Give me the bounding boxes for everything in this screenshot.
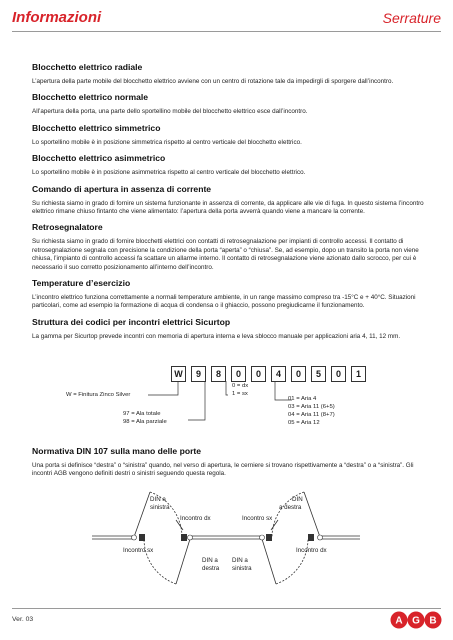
label-incontro-dx-top: Incontro dx <box>180 515 211 522</box>
section-text: Su richiesta siamo in grado di fornire blocchetti elettrici con contatti di retrosegnalazione per impianti di controllo accessi. Il contatto di retrosegnalazione segnala con precisione la condizione della porta “aperta” o “chiusa”. Se, ad esempio, dopo un transito la porta non viene chiusa, l’impianto di controllo accessi fa scattare un allarme interno. Il contatto di retrosegnalazione viene azionato dallo scrocco, per cui è necessario il suo corretto posizionamento all’interno dell’incontro. <box>32 238 419 271</box>
section-heading: Temperature d’esercizio <box>32 278 131 289</box>
code-legend-sx: 1 = sx <box>232 391 248 397</box>
code-legend-aria-4: 01 = Aria 4 <box>288 396 317 402</box>
section-heading: Struttura dei codici per incontri elettrici Sicurtop <box>32 316 231 327</box>
section-heading: Blocchetto elettrico asimmetrico <box>32 153 166 164</box>
label-din-destra-b-1: DIN a <box>202 557 218 564</box>
header-title: Informazioni <box>12 9 102 26</box>
label-din-sinistra-2: sinistra <box>150 504 170 511</box>
label-incontro-sx-top: Incontro sx <box>242 515 273 522</box>
section-text: L’apertura della parte mobile del blocchetto elettrico avviene con un centro di rotazione tale da impedirgli di sporgere dall’incontro. <box>32 78 394 85</box>
section-heading: Comando di apertura in assenza di corrente <box>32 183 212 194</box>
section-heading: Blocchetto elettrico radiale <box>32 62 143 72</box>
section-text: Lo sportellino mobile è in posizione simmetrica rispetto al centro verticale del blocchetto elettrico. <box>32 138 302 146</box>
code-char: 0 <box>291 366 306 382</box>
code-char: 0 <box>231 366 246 382</box>
label-din-sinistra-b-2: sinistra <box>232 565 252 572</box>
label-din-destra-1: DIN <box>292 496 303 503</box>
code-char: 0 <box>331 366 346 382</box>
code-char: 9 <box>191 366 206 382</box>
section-text: Lo sportellino mobile è in posizione asimmetrica rispetto al centro verticale del blocchetto elettrico. <box>32 169 306 177</box>
label-din-sinistra-1: DIN a <box>150 496 166 503</box>
code-char: W <box>171 366 186 382</box>
label-din-destra-2: a destra <box>279 504 302 511</box>
code-legend-aria-12: 05 = Aria 12 <box>288 420 320 426</box>
section-text: L’incontro elettrico funziona correttamente a normali temperature ambiente, in un range massimo compreso tra -15°C e + 40°C. Situazioni particolari, come ad esempio la formazione di acqua di condensa o il ghiaccio, possono pregiudicarne il funzionamento. <box>32 294 416 310</box>
section-text: Su richiesta siamo in grado di fornire un sistema funzionante in assenza di corrente, da applicare alle vie di fuga. In questo sistema l’incontro elettrico rimane chiuso fintanto che viene alimentato: l’apertura della porta avverrà quando viene a mancare la corrente. <box>32 199 424 216</box>
code-char: 0 <box>251 366 266 382</box>
svg-text:G: G <box>412 615 420 627</box>
svg-text:A: A <box>395 615 403 627</box>
code-legend-dx: 0 = dx <box>232 383 249 389</box>
agb-logo <box>390 610 442 630</box>
section-heading: Blocchetto elettrico simmetrico <box>32 122 161 133</box>
code-legend-aria-11a: 03 = Aria 11 (6+5) <box>288 404 335 410</box>
svg-text:B: B <box>429 615 437 627</box>
section-heading: Normativa DIN 107 sulla mano delle porte <box>32 446 202 456</box>
code-char: 1 <box>351 366 366 382</box>
header-section: Serrature <box>382 10 441 26</box>
code-char: 5 <box>311 366 326 382</box>
code-legend-finish: W = Finitura Zinco Silver <box>66 392 131 398</box>
label-incontro-sx-bottom: Incontro sx <box>123 547 154 554</box>
code-char: 4 <box>271 366 286 382</box>
code-legend-97: 97 = Ala totale <box>123 411 161 417</box>
version-label: Ver. 03 <box>12 616 34 623</box>
label-incontro-dx-bottom: Incontro dx <box>296 547 327 554</box>
code-legend-aria-11b: 04 = Aria 11 (8+7) <box>288 412 335 418</box>
footer-divider <box>12 608 441 609</box>
code-char: 8 <box>211 366 226 382</box>
label-din-destra-b-2: destra <box>202 565 220 572</box>
section-heading: Retrosegnalatore <box>32 222 103 233</box>
section-text: All’apertura della porta, una parte dello sportellino mobile del blocchetto elettrico esce dall’incontro. <box>32 108 308 116</box>
section-text: Una porta si definisce “destra” o “sinistra” quando, nel verso di apertura, le cerniere si trovano rispettivamente a “destra” o a “sinistra”. Gli incontri AGB vengono definiti destri o sinistri seguendo questa regola. <box>32 462 414 478</box>
code-legend-98: 98 = Ala parziale <box>123 419 167 425</box>
label-din-sinistra-b-1: DIN a <box>232 557 248 564</box>
section-heading: Blocchetto elettrico normale <box>32 92 149 103</box>
section-text: La gamma per Sicurtop prevede incontri con memoria di apertura interna e leva sblocco manuale per applicazioni aria 4, 11, 12 mm. <box>32 332 401 340</box>
